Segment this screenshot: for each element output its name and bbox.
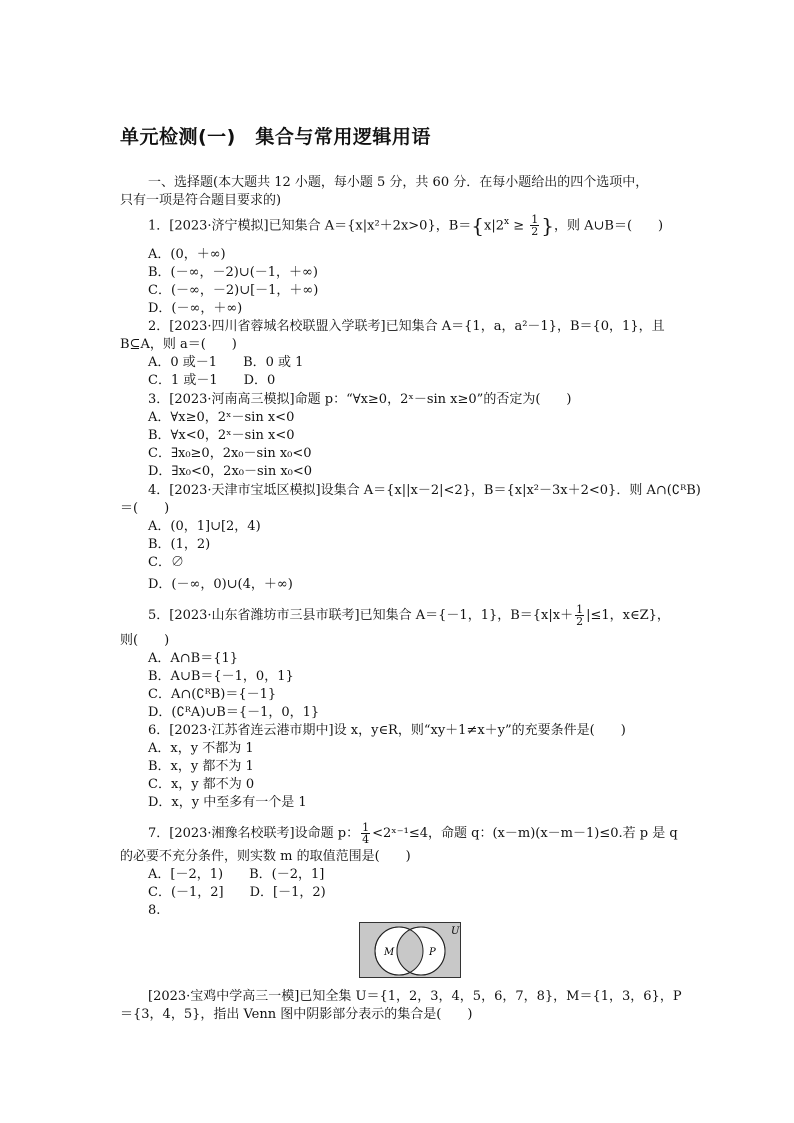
q7-fraction <box>361 822 370 845</box>
section-heading-line2: 只有一项是符合题目要求的) <box>120 193 282 208</box>
q6-option-a: A．x，y 不都为 1 <box>148 741 254 756</box>
q7-stem-b: <2ˣ⁻¹≤4，命题 q：(x－m)(x－m－1)≤0.若 p 是 q <box>372 826 678 841</box>
q1-option-b: B．(－∞，－2)∪(－1，＋∞) <box>148 265 318 280</box>
page-title: 单元检测(一) 集合与常用逻辑用语 <box>120 126 431 148</box>
q2-stem-line2: B⊆A，则 a＝( ) <box>120 337 237 352</box>
q5-stem <box>148 604 670 627</box>
q4-option-d: D．(－∞，0)∪(4，＋∞) <box>148 577 293 592</box>
q5-option-a: A．A∩B＝{1} <box>148 651 239 666</box>
q1-stem-b: ，则 A∪B＝( ) <box>553 218 664 234</box>
q1-ge: ≥ <box>509 218 529 234</box>
q1-sup: x <box>504 217 510 227</box>
q3-option-d: D．∃x₀<0，2x₀－sin x₀<0 <box>148 464 313 479</box>
q5-fraction <box>575 604 584 627</box>
q1-set-brace-right: } <box>541 213 554 238</box>
q4-stem-line1: 4．[2023·天津市宝坻区模拟]设集合 A＝{x||x－2|<2}，B＝{x|x²－3x＋2<0}．则 A∩(∁ᴿB) <box>148 483 701 498</box>
q1-set-body: x|2 <box>484 218 504 234</box>
q1-frac-num: 1 <box>531 213 539 227</box>
q6-option-d: D．x，y 中至多有一个是 1 <box>148 795 307 810</box>
q7-stem-line2: 的必要不充分条件，则实数 m 的取值范围是( ) <box>120 849 411 864</box>
q4-option-c: C．∅ <box>148 555 184 570</box>
q4-stem-line2: ＝( ) <box>120 501 170 516</box>
q2-stem-line1: 2．[2023·四川省蓉城名校联盟入学联考]已知集合 A＝{1，a，a²－1}，B＝{0，1}，且 <box>148 319 665 334</box>
q6-option-b: B．x，y 都不为 1 <box>148 759 254 774</box>
venn-label-m: M <box>384 947 395 958</box>
q5-stem-a: 5．[2023·山东省潍坊市三县市联考]已知集合 A＝{－1，1}，B＝{x|x＋ <box>148 608 574 623</box>
q8-stem-line1: [2023·宝鸡中学高三一模]已知全集 U＝{1，2，3，4，5，6，7，8}，M＝{1，3，6}，P <box>148 989 682 1004</box>
q1-stem-a: 1．[2023·济宁模拟]已知集合 A＝{x|x²＋2x>0}，B＝ <box>148 218 472 234</box>
q5-stem-b: |≤1，x∈Z}， <box>586 608 670 623</box>
q3-option-a: A．∀x≥0，2ˣ－sin x<0 <box>148 410 295 425</box>
q1-option-c: C．(－∞，－2)∪[－1，＋∞) <box>148 283 319 298</box>
q3-option-b: B．∀x<0，2ˣ－sin x<0 <box>148 428 295 443</box>
q5-frac-den: 2 <box>576 615 584 628</box>
q1-frac-den: 2 <box>531 225 539 239</box>
q1-set-brace-left: { <box>471 213 485 238</box>
q5-stem-line2: 则( ) <box>120 633 170 648</box>
q8-stem-line2: ＝{3，4，5}，指出 Venn 图中阴影部分表示的集合是( ) <box>120 1007 473 1022</box>
q7-frac-num: 1 <box>362 821 370 834</box>
q2-options-row2: C．1 或－1 D．0 <box>148 373 276 388</box>
q1-stem <box>148 214 663 237</box>
q5-option-c: C．A∩(∁ᴿB)＝{－1} <box>148 687 277 702</box>
q8-number: 8. <box>148 903 161 918</box>
q3-stem: 3．[2023·河南高三模拟]命题 p：“∀x≥0，2ˣ－sin x≥0”的否定为( ) <box>148 392 572 407</box>
q7-options-row2: C．(－1，2] D．[－1，2) <box>148 885 326 900</box>
q5-option-d: D．(∁ᴿA)∪B＝{－1，0，1} <box>148 705 320 720</box>
q7-stem <box>148 822 678 845</box>
q7-frac-den: 4 <box>362 833 370 846</box>
q2-options-row1: A．0 或－1 B．0 或 1 <box>148 355 304 370</box>
q1-fraction <box>530 214 539 237</box>
q7-options-row1: A．[－2，1) B．(－2，1] <box>148 867 325 882</box>
q6-stem: 6．[2023·江苏省连云港市期中]设 x，y∈R，则“xy＋1≠x＋y”的充要条件是( ) <box>148 723 626 738</box>
venn-diagram <box>359 922 461 978</box>
q5-frac-num: 1 <box>576 603 584 616</box>
q6-option-c: C．x，y 都不为 0 <box>148 777 255 792</box>
q4-option-b: B．(1，2) <box>148 537 211 552</box>
venn-label-p: P <box>429 947 436 958</box>
q1-option-a: A．(0，＋∞) <box>148 247 226 262</box>
section-heading-line1: 一、选择题(本大题共 12 小题，每小题 5 分，共 60 分．在每小题给出的四个选项中， <box>148 175 649 190</box>
venn-label-u: U <box>451 926 460 937</box>
q7-stem-a: 7．[2023·湘豫名校联考]设命题 p： <box>148 826 360 841</box>
q4-option-a: A．(0，1]∪[2，4) <box>148 519 261 534</box>
q1-option-d: D．(－∞，＋∞) <box>148 301 243 316</box>
q3-option-c: C．∃x₀≥0，2x₀－sin x₀<0 <box>148 446 312 461</box>
q5-option-b: B．A∪B＝{－1，0，1} <box>148 669 294 684</box>
